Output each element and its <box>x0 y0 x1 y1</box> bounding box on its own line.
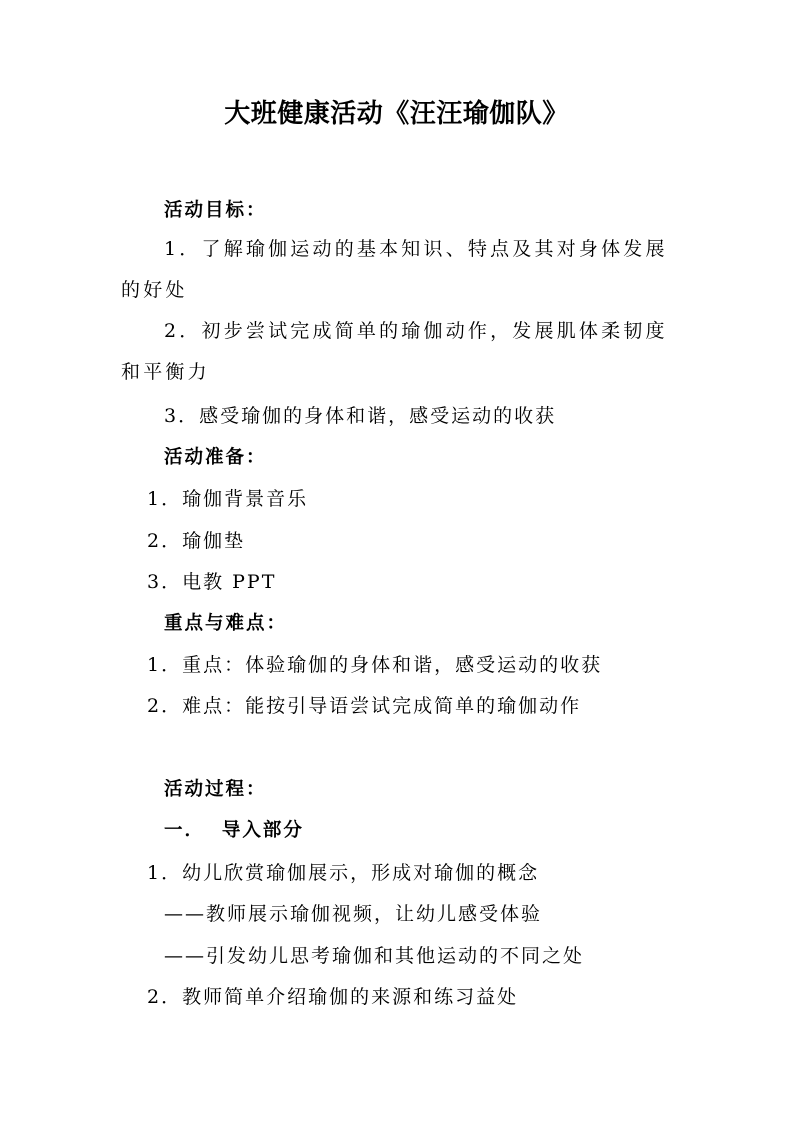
process-item-2: 2．教师简单介绍瑜伽的来源和练习益处 <box>147 986 519 1008</box>
preparation-item-1: 1．瑜伽背景音乐 <box>147 488 309 510</box>
goal-item-3: 3．感受瑜伽的身体和谐，感受运动的收获 <box>164 405 557 427</box>
key-point-item-1: 1．重点：体验瑜伽的身体和谐，感受运动的收获 <box>147 654 603 676</box>
process-item-1: 1．幼儿欣赏瑜伽展示，形成对瑜伽的概念 <box>147 862 540 884</box>
goals-heading: 活动目标： <box>164 200 267 221</box>
process-heading: 活动过程： <box>164 779 267 800</box>
process-item-1a: ——教师展示瑜伽视频，让幼儿感受体验 <box>164 903 543 925</box>
preparation-item-3: 3．电教 PPT <box>147 571 277 593</box>
document-title: 大班健康活动《汪汪瑜伽队》 <box>224 99 569 129</box>
key-point-item-2: 2．难点：能按引导语尝试完成简单的瑜伽动作 <box>147 695 582 717</box>
preparation-heading: 活动准备： <box>164 447 267 468</box>
preparation-item-2: 2．瑜伽垫 <box>147 530 246 552</box>
goal-item-1: 1．了解瑜伽运动的基本知识、特点及其对身体发展的好处 <box>121 238 668 301</box>
process-item-1b: ——引发幼儿思考瑜伽和其他运动的不同之处 <box>164 945 585 967</box>
process-section-one: 一． 导入部分 <box>164 820 304 841</box>
key-points-heading: 重点与难点： <box>164 613 288 634</box>
goal-item-2: 2．初步尝试完成简单的瑜伽动作，发展肌体柔韧度和平衡力 <box>121 320 668 383</box>
